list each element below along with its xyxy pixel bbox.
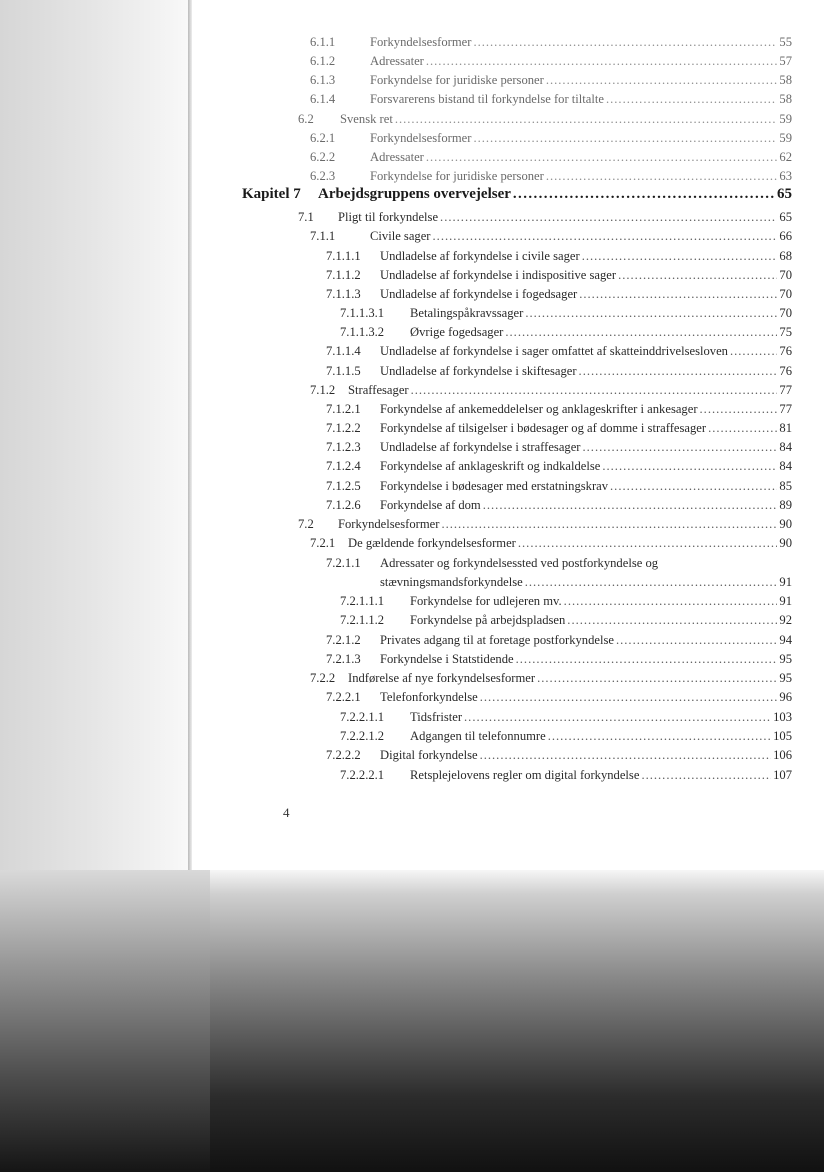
toc-leader-dots [583,439,778,455]
toc-leader-dots [483,497,778,513]
toc-entry-title: Forkyndelse for udlejeren mv. [410,594,562,608]
toc-entry-number: 7.1.1.2 [326,268,361,282]
toc-entry-number: 7.1.2.2 [326,421,361,435]
toc-entry-title: Forkyndelsesformer [370,35,472,49]
toc-entry-page: 76 [779,364,792,378]
toc-entry [326,248,792,264]
toc-leader-dots [582,248,778,264]
toc-entry [326,555,792,571]
toc-entry [326,478,792,494]
toc-entry-page: 91 [779,575,792,589]
toc-entry [326,747,792,763]
toc-entry-page: 59 [779,112,792,126]
toc-entry-number: 7.2.2 [310,671,336,685]
toc-entry-page: 77 [779,383,792,397]
toc-entry-page: 59 [779,131,792,145]
toc-entry-number: 7.1.1.1 [326,249,361,263]
toc-entry-title: Forkyndelse i Statstidende [380,652,514,666]
toc-entry-number: 7.1.2.6 [326,498,361,512]
toc-entry-title: Forkyndelsesformer [370,131,472,145]
toc-leader-dots [606,91,777,107]
toc-leader-dots [525,574,778,590]
toc-entry-title: stævningsmandsforkyndelse [380,575,523,589]
toc-entry-page: 95 [779,671,792,685]
toc-leader-dots [426,53,778,69]
toc-entry-title: Svensk ret [340,112,393,126]
toc-entry-number: 7.2.2.1.2 [340,729,385,743]
toc-entry [326,363,792,379]
toc-entry-page: 94 [779,633,792,647]
toc-entry [310,72,792,88]
toc-entry [298,516,792,532]
toc-entry-page: 70 [779,306,792,320]
toc-entry-page: 84 [779,440,792,454]
toc-entry [326,497,792,513]
toc-entry [310,91,792,107]
toc-entry-page: 90 [779,517,792,531]
toc-leader-dots [537,670,777,686]
toc-entry-page: 90 [779,536,792,550]
toc-entry [326,689,792,705]
toc-entry-title: Forkyndelse for juridiske personer [370,169,544,183]
toc-entry-number: 7.2.2.1 [326,690,361,704]
toc-leader-dots [579,363,778,379]
toc-entry-number: 7.2.1.1.2 [340,613,385,627]
toc-entry [310,168,792,184]
toc-entry-page: 66 [779,229,792,243]
toc-entry-page: 105 [773,729,792,743]
toc-entry-title: Forkyndelse af anklageskrift og indkaldelse [380,459,601,473]
toc-leader-dots [618,267,777,283]
toc-entry-number: 6.1.4 [310,92,336,106]
toc-entry-page: 76 [779,344,792,358]
toc-leader-dots [505,324,777,340]
toc-entry [340,305,792,321]
toc-leader-dots [440,209,777,225]
toc-entry-page: 58 [779,92,792,106]
toc-entry [326,343,792,359]
toc-entry-page: 75 [779,325,792,339]
toc-entry [340,709,792,725]
toc-entry [326,574,792,590]
toc-entry [298,209,792,225]
toc-leader-dots [513,186,775,202]
toc-entry-number: 6.1.2 [310,54,336,68]
toc-entry-title: Forkyndelse for juridiske personer [370,73,544,87]
toc-leader-dots [602,458,777,474]
toc-leader-dots [567,612,777,628]
toc-entry [310,535,792,551]
toc-entry-page: 70 [779,268,792,282]
toc-entry [310,149,792,165]
toc-entry-number: 7.1 [298,210,314,224]
toc-entry-title: Tidsfrister [410,710,463,724]
toc-leader-dots [579,286,777,302]
toc-entry-page: 57 [779,54,792,68]
toc-entry-number: 7.2.1 [310,536,336,550]
toc-entry-title: Undladelse af forkyndelse i fogedsager [380,287,578,301]
toc-entry-title: Undladelse af forkyndelse i sager omfattet af skatteinddrivelsesloven [380,344,728,358]
toc-entry-page: 106 [773,748,792,762]
toc-entry-number: 7.1.2.1 [326,402,361,416]
toc-entry [326,420,792,436]
toc-entry-number: 7.2.2.2.1 [340,768,385,782]
toc-entry-title: Adressater [370,150,424,164]
toc-entry [340,612,792,628]
toc-entry-title: Pligt til forkyndelse [338,210,439,224]
toc-entry-title: Adgangen til telefonnumre [410,729,546,743]
toc-entry [310,130,792,146]
toc-leader-dots [546,168,778,184]
toc-entry-title: Forkyndelse i bødesager med erstatningskrav [380,479,609,493]
toc-entry-title: Forkyndelse af tilsigelser i bødesager og af domme i straffesager [380,421,707,435]
toc-entry-page: 96 [779,690,792,704]
toc-entry-page: 77 [779,402,792,416]
toc-entry [340,767,792,783]
toc-entry-page: 63 [779,169,792,183]
toc-entry [326,651,792,667]
toc-entry-title: Indførelse af nye forkyndelsesformer [348,671,536,685]
toc-leader-dots [610,478,777,494]
toc-entry-page: 70 [779,287,792,301]
toc-entry-title: Undladelse af forkyndelse i civile sager [380,249,580,263]
toc-entry-number: 6.2 [298,112,314,126]
toc-entry-title: Adressater og forkyndelsessted ved postforkyndelse og [380,556,659,570]
toc-leader-dots [441,516,777,532]
toc-leader-dots [473,130,777,146]
toc-entry-title: Straffesager [348,383,409,397]
toc-entry-number: 6.2.2 [310,150,336,164]
toc-entry [326,286,792,302]
toc-entry [340,324,792,340]
toc-entry-page: 81 [779,421,792,435]
toc-entry-page: 58 [779,73,792,87]
toc-entry-page: 85 [779,479,792,493]
toc-entry-title: Forkyndelse på arbejdspladsen [410,613,566,627]
toc-entry-page: 103 [773,710,792,724]
toc-entry-number: 7.2.1.1 [326,556,361,570]
toc-entry-number: 7.1.1.3.2 [340,325,385,339]
toc-entry [310,382,792,398]
toc-leader-dots [548,728,771,744]
toc-entry-title: Civile sager [370,229,431,243]
toc-entry-page: 65 [779,210,792,224]
toc-leader-dots [426,149,778,165]
toc-entry-number: 7.2.1.1.1 [340,594,385,608]
toc-entry-page: 68 [779,249,792,263]
toc-entry-number: 7.1.1.4 [326,344,361,358]
toc-leader-dots [546,72,778,88]
toc-entry-title: Forkyndelse af dom [380,498,481,512]
toc-entry-number: 7.1.2.4 [326,459,361,473]
toc-entry-title: Forkyndelsesformer [338,517,440,531]
toc-entry-title: Digital forkyndelse [380,748,478,762]
toc-entry-page: 91 [779,594,792,608]
toc-leader-dots [564,593,778,609]
toc-leader-dots [518,535,778,551]
toc-entry-title: Undladelse af forkyndelse i skiftesager [380,364,577,378]
toc-leader-dots [480,747,772,763]
toc-entry-title: Adressater [370,54,424,68]
toc-entry [326,401,792,417]
toc-leader-dots [473,34,777,50]
toc-entry [340,728,792,744]
toc-leader-dots [616,632,777,648]
toc-entry [310,53,792,69]
toc-entry-number: 6.2.3 [310,169,336,183]
toc-leader-dots [641,767,771,783]
toc-entry-number: 7.1.2.5 [326,479,361,493]
toc-entry-title: Forkyndelse af ankemeddelelser og anklageskrifter i ankesager [380,402,698,416]
toc-entry-title: De gældende forkyndelsesformer [348,536,516,550]
toc-entry-title: Undladelse af forkyndelse i indispositive sager [380,268,617,282]
toc-entry [310,228,792,244]
toc-entry-title: Betalingspåkravssager [410,306,524,320]
toc-entry [310,670,792,686]
toc-entry-number: 6.2.1 [310,131,336,145]
toc-leader-dots [525,305,777,321]
toc-leader-dots [411,382,778,398]
toc-entry-number: 7.2.1.3 [326,652,361,666]
toc-entry-page: 84 [779,459,792,473]
toc-entry-title: Retsplejelovens regler om digital forkyndelse [410,768,640,782]
toc-entry-title: Arbejdsgruppens overvejelser [318,186,511,202]
toc-leader-dots [480,689,778,705]
toc-entry [310,34,792,50]
toc-entry [326,439,792,455]
toc-entry-number: 7.1.2 [310,383,336,397]
toc-leader-dots [708,420,777,436]
toc-entry-title: Forsvarerens bistand til forkyndelse for tiltalte [370,92,604,106]
toc-entry-page: 92 [779,613,792,627]
toc-entry [326,632,792,648]
scanner-shadow-corner [0,870,210,1172]
toc-leader-dots [433,228,778,244]
toc-entry [298,111,792,127]
toc-entry-page: 62 [779,150,792,164]
toc-entry-number: 7.2.2.2 [326,748,361,762]
toc-entry-title: Privates adgang til at foretage postforkyndelse [380,633,614,647]
toc-leader-dots [395,111,778,127]
toc-leader-dots [730,343,777,359]
toc-entry-page: 55 [779,35,792,49]
toc-entry-page: 107 [773,768,792,782]
toc-entry-number: 7.1.1 [310,229,336,243]
toc-entry-page: 89 [779,498,792,512]
toc-entry-page: 65 [777,186,792,202]
toc-entry-number: 7.2.1.2 [326,633,361,647]
toc-entry-number: 7.1.2.3 [326,440,361,454]
toc-entry-number: 6.1.3 [310,73,336,87]
toc-entry-title: Undladelse af forkyndelse i straffesager [380,440,581,454]
toc-entry-page: 95 [779,652,792,666]
page-number: 4 [283,805,290,820]
toc-entry [340,593,792,609]
toc-leader-dots [464,709,771,725]
toc-entry-title: Telefonforkyndelse [380,690,478,704]
toc-entry-title: Øvrige fogedsager [410,325,504,339]
toc-entry-number: 6.1.1 [310,35,336,49]
toc-entry-number: 7.2 [298,517,314,531]
toc-entry-number: 7.1.1.3.1 [340,306,385,320]
toc-entry-number: 7.2.2.1.1 [340,710,385,724]
toc-entry-number: 7.1.1.5 [326,364,361,378]
toc-leader-dots [516,651,778,667]
toc-entry [326,267,792,283]
toc-entry-number: Kapitel 7 [242,186,301,202]
toc-leader-dots [700,401,778,417]
toc-entry-number: 7.1.1.3 [326,287,361,301]
toc-entry [242,186,792,202]
toc-entry [326,458,792,474]
